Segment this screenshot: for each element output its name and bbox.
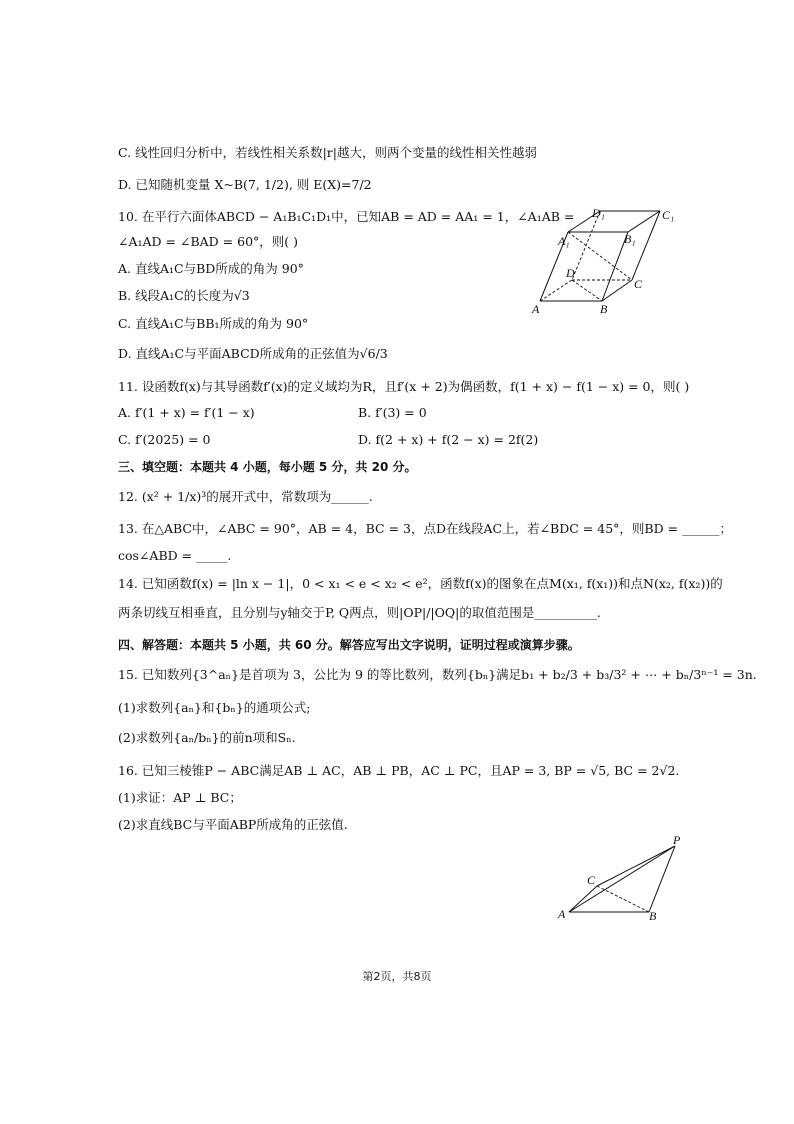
- question-14-cont: 两条切线互相垂直，且分别与y轴交于P, Q两点，则|OP|/|OQ|的取值范围是__________.: [118, 605, 601, 620]
- question-12: 12. (x² + 1/x)³的展开式中，常数项为______.: [118, 489, 373, 504]
- label-d: D: [566, 266, 575, 280]
- q11-option-d: D. f(2 + x) + f(2 − x) = 2f(2): [358, 432, 539, 447]
- question-13: 13. 在△ABC中，∠ABC = 90°，AB = 4，BC = 3，点D在线段AC上，若∠BDC = 45°，则BD = ______；: [118, 521, 733, 536]
- q11-row-2: [118, 431, 539, 449]
- label-b: B: [600, 302, 608, 316]
- label-b1: B₁: [624, 232, 636, 246]
- label-c1: C₁: [662, 208, 675, 222]
- label-p: P: [673, 833, 681, 847]
- question-15-part-1: (1)求数列{aₙ}和{bₙ}的通项公式;: [118, 700, 311, 715]
- q10-option-c: C. 直线A₁C与BB₁所成的角为 90°: [118, 316, 309, 331]
- q10-option-b: B. 线段A₁C的长度为√3: [118, 288, 250, 303]
- edge-b-c: [602, 280, 632, 301]
- q11-option-c: C. f′(2025) = 0: [118, 432, 211, 447]
- label-a: A: [558, 907, 566, 921]
- option-c-q9: C. 线性回归分析中，若线性相关系数|r|越大，则两个变量的线性相关性越弱: [118, 145, 537, 160]
- pyramid-figure: [555, 830, 690, 930]
- q10-option-a: A. 直线A₁C与BD所成的角为 90°: [118, 261, 304, 276]
- question-10-stem: 10. 在平行六面体ABCD − A₁B₁C₁D₁中，已知AB = AD = AA₁ = 1，∠A₁AB =: [118, 209, 575, 224]
- q11-option-a: A. f′(1 + x) = f′(1 − x): [118, 405, 255, 420]
- question-14: 14. 已知函数f(x) = |ln x − 1|，0 < x₁ < e < x₂ < e²，函数f(x)的图象在点M(x₁, f(x₁))和点N(x₂, f(x₂))的: [118, 576, 723, 591]
- parallelepiped-figure: [530, 205, 690, 320]
- diagonal-a1-c: [568, 232, 632, 280]
- question-13-cont: cos∠ABD = _____.: [118, 548, 232, 563]
- label-d1: D₁: [592, 206, 605, 220]
- edge-a-p: [569, 846, 675, 912]
- label-a1: A₁: [558, 234, 570, 248]
- label-c: C: [634, 277, 643, 291]
- edge-c-p: [597, 846, 675, 886]
- edge-c1-c: [632, 211, 660, 280]
- question-10-stem-cont: ∠A₁AD = ∠BAD = 60°，则( ): [118, 234, 298, 249]
- label-a: A: [532, 302, 540, 316]
- option-d-q9: D. 已知随机变量 X~B(7, 1/2), 则 E(X)=7/2: [118, 177, 372, 192]
- section-fill-in-heading: 三、填空题：本题共 4 小题，每小题 5 分，共 20 分。: [118, 460, 417, 474]
- question-16-part-1: (1)求证：AP ⊥ BC；: [118, 790, 242, 805]
- label-b: B: [649, 909, 657, 923]
- page-footer: 第2页，共8页: [362, 970, 432, 983]
- q11-option-b: B. f′(3) = 0: [358, 405, 427, 420]
- q10-option-d: D. 直线A₁C与平面ABCD所成角的正弦值为√6/3: [118, 346, 388, 361]
- edge-a-c: [569, 886, 597, 912]
- q11-row-1: [118, 404, 427, 422]
- section-answer-heading: 四、解答题：本题共 5 小题，共 60 分。解答应写出文字说明，证明过程或演算步骤。: [118, 638, 580, 652]
- diagonal-d-b: [572, 280, 602, 301]
- question-15: 15. 已知数列{3^aₙ}是首项为 3，公比为 9 的等比数列，数列{bₙ}满足b₁ + b₂/3 + b₃/3² + ⋯ + bₙ/3ⁿ⁻¹ = 3n.: [118, 667, 757, 682]
- question-16: 16. 已知三棱锥P − ABC满足AB ⊥ AC，AB ⊥ PB，AC ⊥ PC，且AP = 3, BP = √5, BC = 2√2.: [118, 763, 680, 778]
- label-c: C: [587, 873, 596, 887]
- edge-b-p: [649, 846, 675, 912]
- question-11-stem: 11. 设函数f(x)与其导函数f′(x)的定义域均为R，且f′(x + 2)为偶函数，f(1 + x) − f(1 − x) = 0，则( ): [118, 379, 690, 394]
- question-15-part-2: (2)求数列{aₙ/bₙ}的前n项和Sₙ.: [118, 730, 296, 745]
- question-16-part-2: (2)求直线BC与平面ABP所成角的正弦值.: [118, 817, 348, 832]
